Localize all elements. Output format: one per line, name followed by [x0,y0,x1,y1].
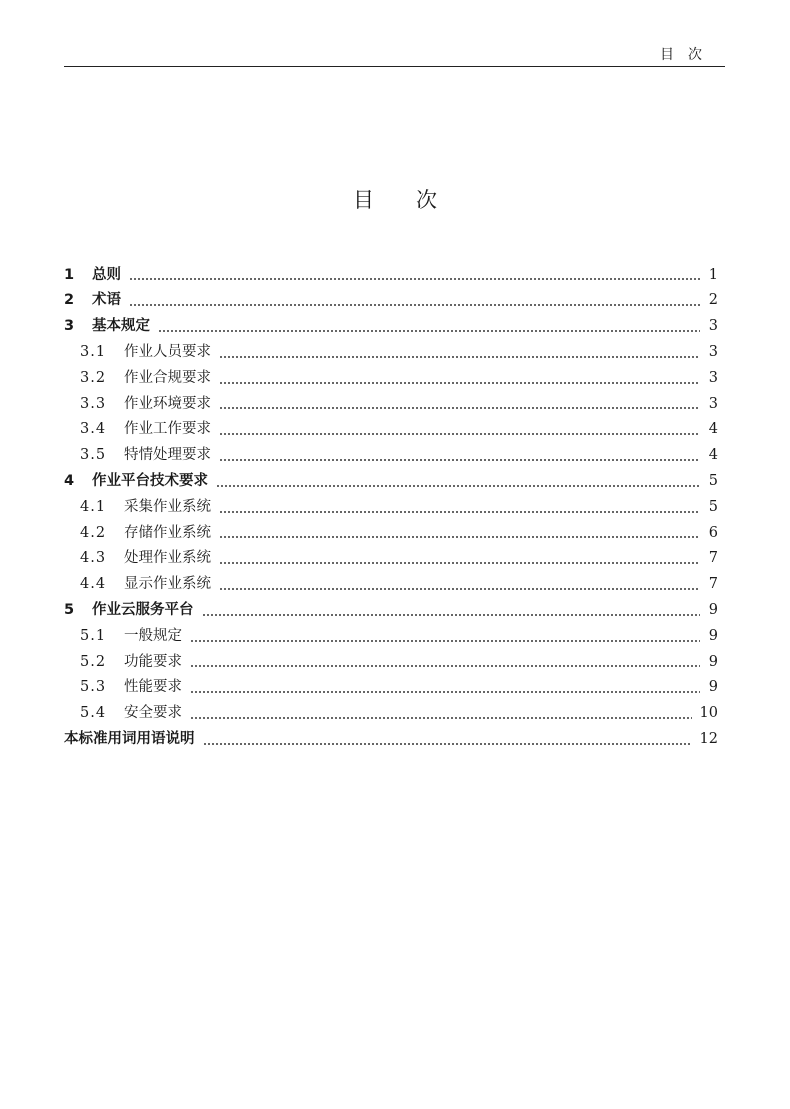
page-title: 目次 [353,188,479,212]
running-header-title: 目次 [660,47,716,63]
toc-entry[interactable] [64,726,718,752]
toc-entry-label: 特情处理要求 [124,447,211,464]
toc-entry-page-number: 9 [708,653,718,670]
toc-entry-label: 本标准用词用语说明 [64,730,195,747]
toc-entry[interactable] [64,468,718,494]
toc-dot-leader [202,614,701,616]
toc-entry[interactable] [64,597,718,623]
toc-entry-number: 3.2 [80,369,107,386]
toc-entry-page-number: 1 [708,266,718,283]
toc-entry[interactable] [64,520,718,546]
toc-entry-label: 功能要求 [124,653,182,670]
toc-entry-label: 基本规定 [92,318,150,335]
toc-entry-number: 5.2 [80,653,107,670]
toc-entry[interactable] [64,339,718,365]
toc-entry-page-number: 10 [699,705,718,722]
toc-entry-number: 4.2 [80,524,107,541]
toc-entry-number: 3.4 [80,421,107,438]
toc-entry-page-number: 3 [708,344,718,361]
toc-dot-leader [219,433,700,435]
toc-entry-label: 存储作业系统 [124,524,211,541]
toc-dot-leader [219,536,700,538]
toc-entry-label: 安全要求 [124,705,182,722]
toc-dot-leader [203,743,692,745]
toc-dot-leader [219,382,700,384]
toc-entry-number: 3 [64,318,75,335]
toc-entry-label: 性能要求 [124,679,182,696]
toc-entry-number: 4.3 [80,550,107,567]
toc-dot-leader [219,562,700,564]
toc-dot-leader [129,278,700,280]
toc-entry[interactable] [64,649,718,675]
toc-entry-page-number: 4 [708,421,718,438]
toc-entry[interactable] [64,701,718,727]
toc-entry-number: 3.5 [80,447,107,464]
toc-entry-label: 术语 [92,292,121,309]
toc-entry-page-number: 9 [708,602,718,618]
toc-entry-number: 5.4 [80,705,107,722]
toc-entry-page-number: 9 [708,627,718,644]
toc-entry-label: 一般规定 [124,627,182,644]
table-of-contents [64,262,718,752]
toc-entry-number: 1 [64,266,75,283]
toc-entry-label: 显示作业系统 [124,576,211,593]
toc-entry-page-number: 3 [708,369,718,386]
toc-entry-page-number: 12 [699,730,718,747]
toc-entry-page-number: 3 [708,395,718,412]
toc-entry[interactable] [64,262,718,288]
header-rule [64,66,725,67]
toc-dot-leader [190,665,700,667]
toc-entry-label: 作业人员要求 [124,344,211,361]
toc-entry-label: 处理作业系统 [124,550,211,567]
toc-entry-page-number: 9 [708,679,718,696]
toc-entry-label: 采集作业系统 [124,498,211,515]
toc-entry[interactable] [64,443,718,469]
toc-dot-leader [190,691,700,693]
toc-entry-number: 4.4 [80,576,107,593]
toc-dot-leader [219,356,700,358]
toc-entry-number: 2 [64,292,75,309]
toc-entry-label: 总则 [92,266,121,283]
toc-dot-leader [219,588,700,590]
toc-entry-number: 4 [64,473,75,490]
toc-entry[interactable] [64,288,718,314]
toc-entry-number: 5.1 [80,627,107,644]
toc-entry[interactable] [64,365,718,391]
toc-entry-page-number: 2 [708,292,718,309]
toc-dot-leader [129,304,700,306]
toc-entry-number: 5.3 [80,679,107,696]
toc-entry-label: 作业工作要求 [124,421,211,438]
toc-entry[interactable] [64,314,718,340]
toc-dot-leader [190,717,692,719]
toc-dot-leader [190,640,700,642]
toc-dot-leader [216,485,700,487]
toc-entry-number: 5 [64,602,75,618]
toc-entry-page-number: 3 [708,318,718,335]
toc-entry[interactable] [64,417,718,443]
toc-entry[interactable] [64,391,718,417]
toc-entry-page-number: 5 [708,473,718,490]
toc-dot-leader [219,459,700,461]
toc-entry-page-number: 4 [708,447,718,464]
toc-entry-page-number: 5 [708,498,718,515]
toc-entry-number: 3.3 [80,395,107,412]
toc-entry-page-number: 6 [708,524,718,541]
toc-dot-leader [158,330,700,332]
toc-dot-leader [219,511,700,513]
toc-entry-label: 作业合规要求 [124,369,211,386]
toc-entry[interactable] [64,494,718,520]
toc-dot-leader [219,407,700,409]
toc-entry-label: 作业环境要求 [124,395,211,412]
toc-entry[interactable] [64,623,718,649]
toc-entry[interactable] [64,675,718,701]
toc-entry[interactable] [64,546,718,572]
toc-entry-number: 3.1 [80,344,107,361]
toc-entry-page-number: 7 [708,550,718,567]
toc-entry[interactable] [64,572,718,598]
toc-entry-label: 作业云服务平台 [92,602,194,618]
toc-entry-label: 作业平台技术要求 [92,473,208,490]
toc-entry-number: 4.1 [80,498,107,515]
toc-entry-page-number: 7 [708,576,718,593]
